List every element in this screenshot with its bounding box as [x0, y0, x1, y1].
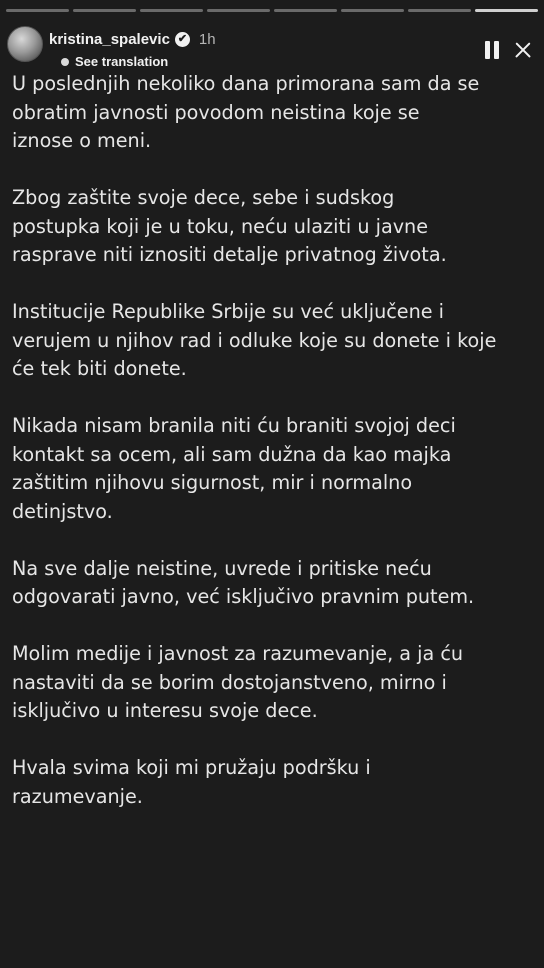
- progress-segment: [207, 9, 270, 12]
- story-text-line: Institucije Republike Srbije su već uključene i: [12, 300, 444, 323]
- story-text-line: odgovarati javno, već isključivo pravnim putem.: [12, 585, 475, 608]
- username-row: [49, 31, 216, 48]
- story-progress-bar: [6, 9, 538, 12]
- progress-segment: [140, 9, 203, 12]
- story-text-line: Na sve dalje neistine, uvrede i pritiske neću: [12, 556, 432, 580]
- story-text-line: postupka koji je u toku, neću ulaziti u javne: [12, 214, 429, 238]
- story-text-line: zaštitim njihovu sigurnost, mir i normalno: [12, 471, 413, 494]
- story-text-line: razumevanje.: [12, 784, 143, 808]
- see-translation-link[interactable]: [61, 54, 168, 69]
- pause-icon[interactable]: [485, 41, 499, 59]
- story-header: [7, 26, 537, 76]
- progress-segment: [408, 9, 471, 12]
- story-text-line: kontakt sa ocem, ali sam dužna da kao majka: [12, 442, 452, 466]
- see-translation-label: See translation: [75, 54, 169, 69]
- story-paragraph: [12, 555, 538, 612]
- progress-segment: [341, 9, 404, 12]
- story-text-line: iznose o meni.: [12, 129, 152, 152]
- story-text-line: U poslednjih nekoliko dana primorana sam da se: [12, 72, 480, 95]
- story-paragraph: [12, 754, 538, 811]
- verified-badge-icon: ✔: [175, 32, 190, 47]
- story-paragraph: [12, 70, 538, 156]
- username[interactable]: kristina_spalevic: [49, 31, 170, 48]
- story-text-line: detinjstvo.: [12, 499, 113, 523]
- post-time: 1h: [198, 31, 216, 48]
- story-text-line: će tek biti donete.: [12, 357, 187, 380]
- progress-segment: [6, 9, 69, 12]
- story-text-line: nastaviti da se borim dostojanstveno, mirno i: [12, 670, 447, 694]
- story-text-line: Hvala svima koji mi pružaju podršku i: [12, 756, 371, 779]
- avatar[interactable]: [7, 26, 43, 62]
- story-paragraph: [12, 184, 538, 270]
- story-text-line: rasprave niti iznositi detalje privatnog života.: [12, 243, 447, 266]
- story-text-body: [12, 70, 538, 840]
- story-text-line: verujem u njihov rad i odluke koje su donete i koje: [12, 328, 497, 352]
- translate-icon: [61, 58, 69, 66]
- progress-segment: [274, 9, 337, 12]
- story-text-line: Nikada nisam branila niti ću braniti svojoj deci: [12, 414, 456, 437]
- progress-segment: [73, 9, 136, 12]
- story-text-line: obratim javnosti povodom neistina koje se: [12, 100, 420, 124]
- story-paragraph: [12, 640, 538, 726]
- story-paragraph: [12, 298, 538, 384]
- story-text-line: isključivo u interesu svoje dece.: [12, 699, 318, 722]
- close-icon[interactable]: [509, 36, 537, 64]
- story-text-line: Zbog zaštite svoje dece, sebe i sudskog: [12, 186, 395, 209]
- story-text-line: Molim medije i javnost za razumevanje, a ja ću: [12, 642, 464, 665]
- progress-segment-active: [475, 9, 538, 12]
- story-paragraph: [12, 412, 538, 526]
